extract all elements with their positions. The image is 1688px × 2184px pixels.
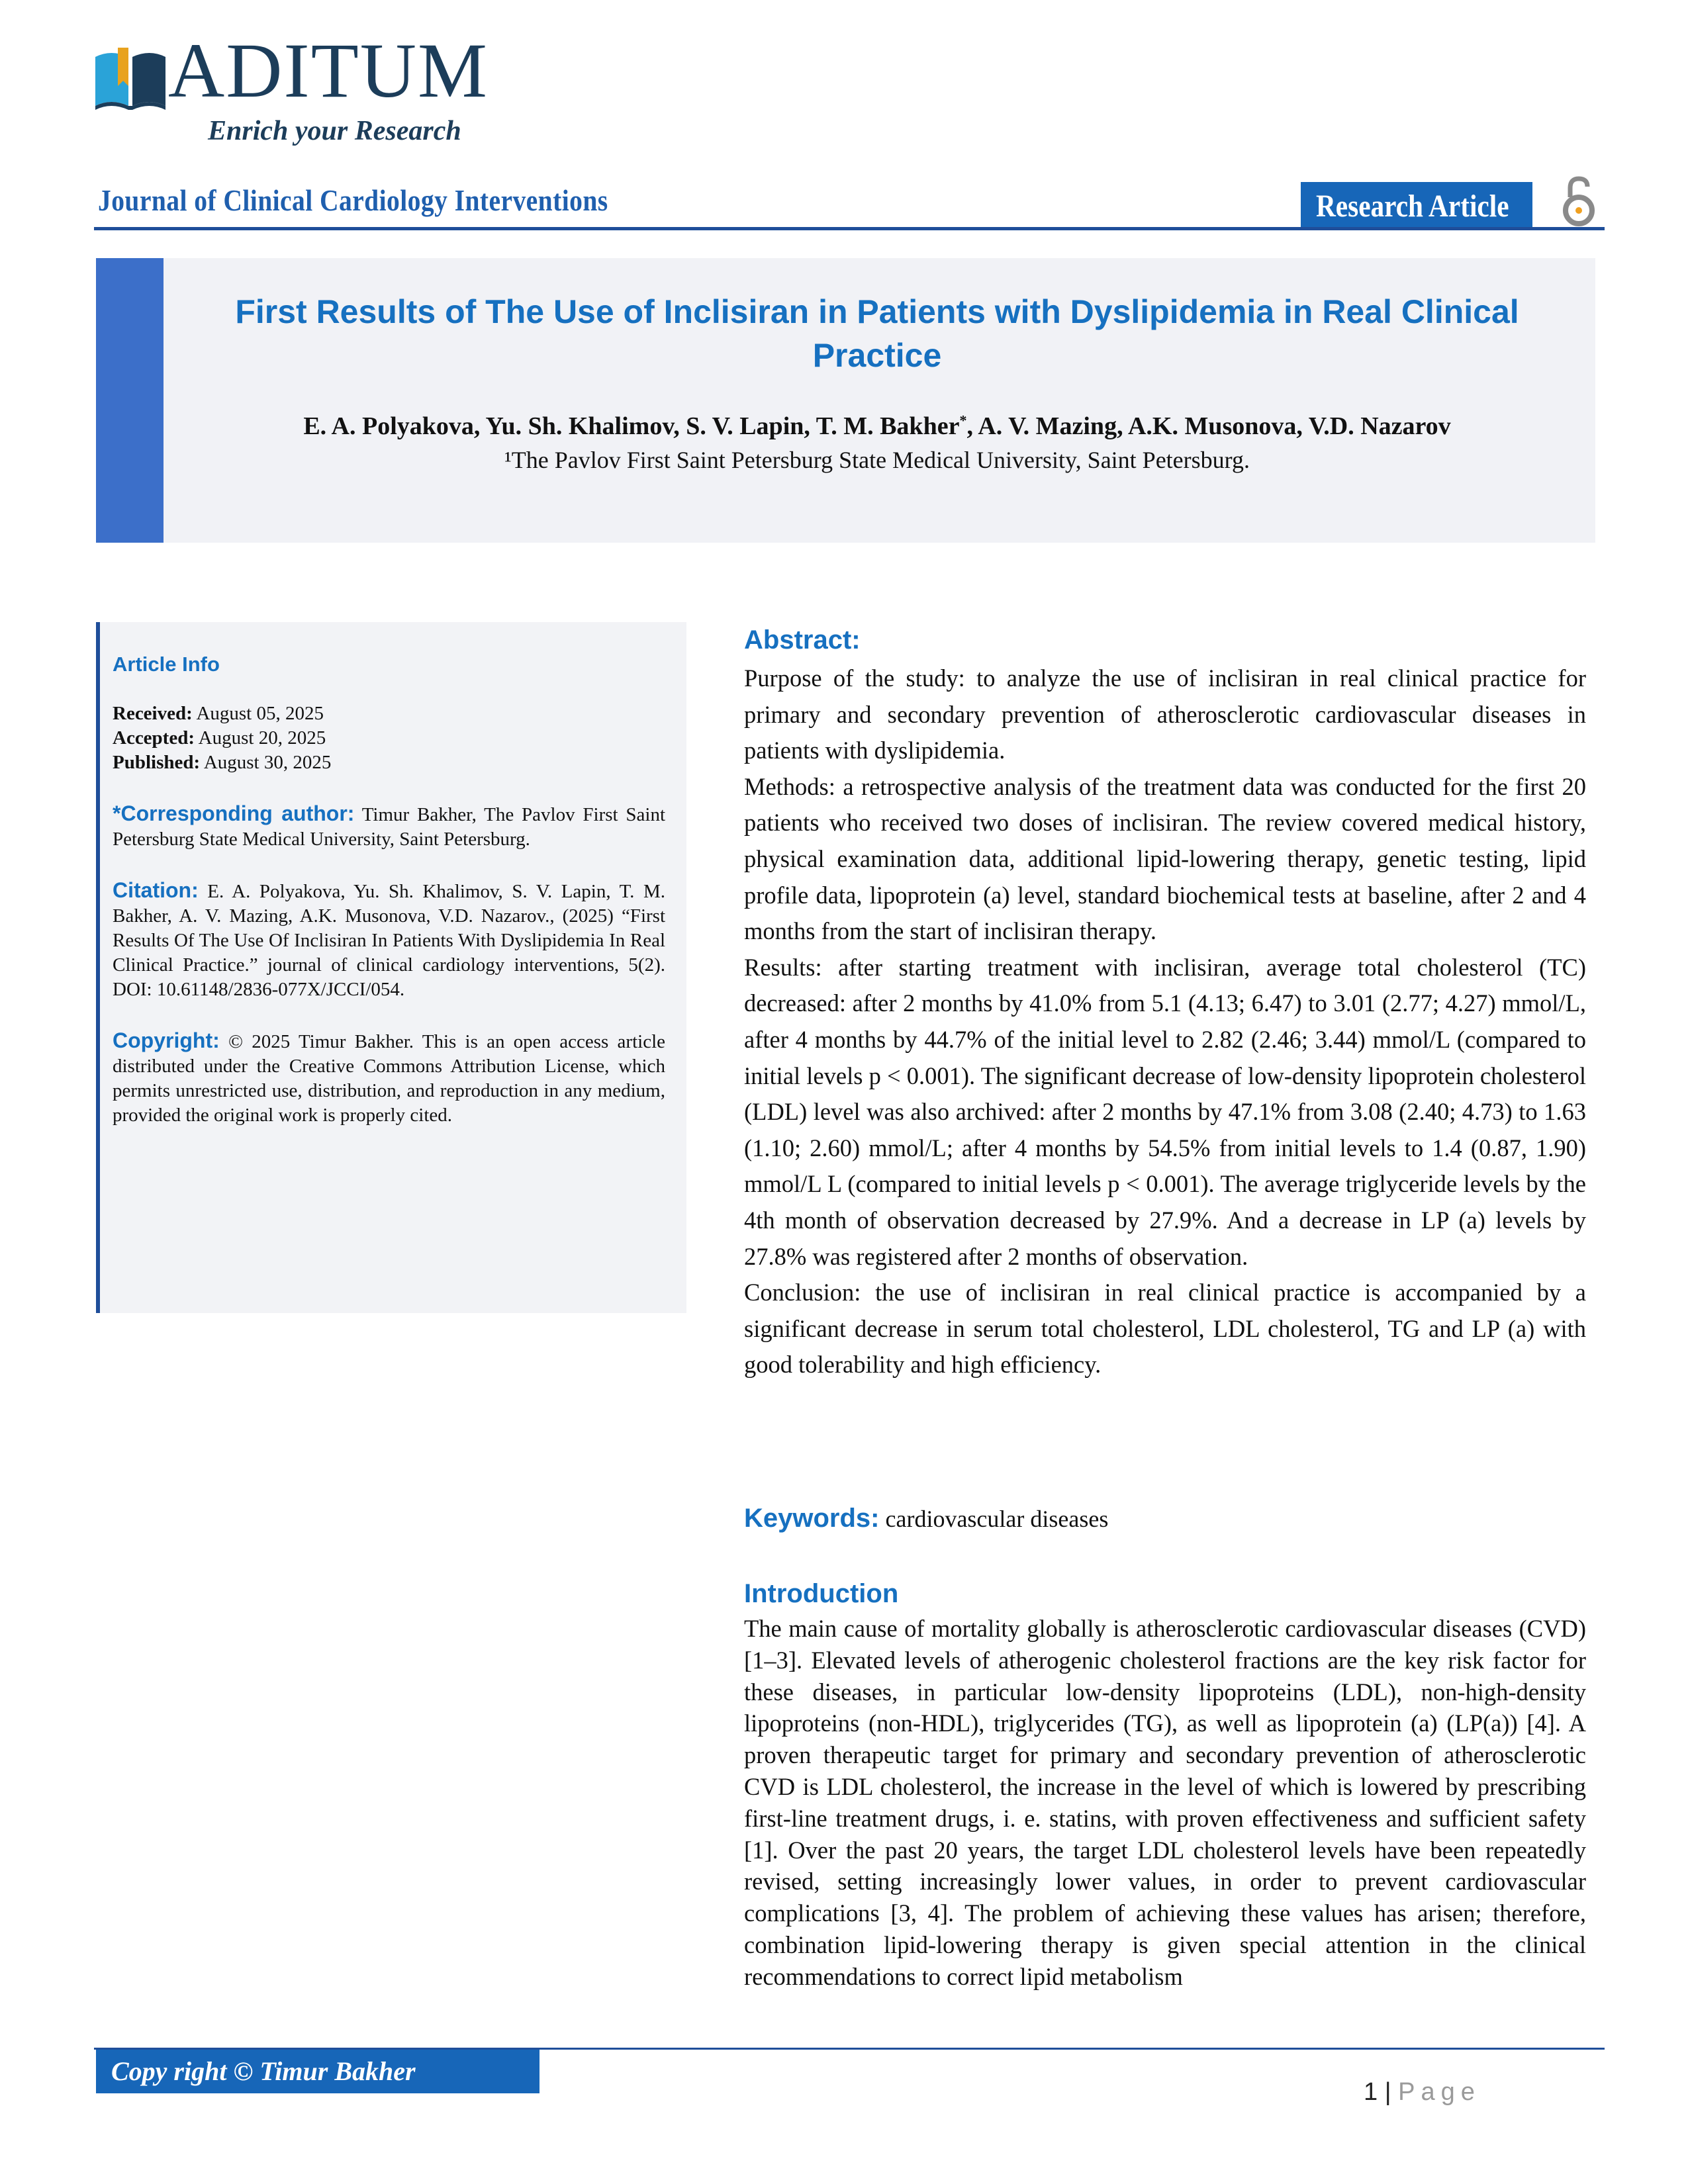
article-dates	[113, 702, 665, 775]
introduction-text: The main cause of mortality globally is atherosclerotic cardiovascular diseases (CVD) [1–3]. Elevated levels of atherogenic cholesterol fractions are the key risk factor for these diseases, in particular low-density lipoproteins (LDL), non-high-density lipoproteins (non-HDL), triglycerides (TG), as well as lipoprotein (a) (LP(a)) [4]. A proven therapeutic target for primary and secondary prevention of atherosclerotic CVD is LDL cholesterol, the increase in the level of which is lowered by prescribing first-line treatment drugs, i. e. statins, with proven effectiveness and sufficient safety [1]. Over the past 20 years, the target LDL cholesterol levels have been repeatedly revised, setting increasingly lower values, in order to prevent cardiovascular complications [3, 4]. The problem of achieving these values has arisen; therefore, combination lipid-lowering therapy is given special attention in the clinical recommendations to correct lipid metabolism	[744, 1615, 1586, 1990]
accepted-label: Accepted:	[113, 727, 195, 749]
open-book-icon	[91, 45, 169, 111]
footer-copyright: Copy right © Timur Bakher	[111, 2056, 416, 2086]
author-list	[199, 412, 1556, 441]
published-date	[113, 751, 665, 775]
affiliation: ¹The Pavlov First Saint Petersburg State Medical University, Saint Petersburg.	[504, 447, 1250, 473]
open-access-lock-icon	[1562, 175, 1595, 229]
article-info-content	[113, 652, 665, 1128]
header-divider	[94, 227, 1605, 230]
keywords	[744, 1504, 1108, 1533]
corresponding-mark: *	[959, 412, 967, 429]
keywords-value: cardiovascular diseases	[885, 1506, 1109, 1532]
abstract-results: Results: after starting treatment with inclisiran, average total cholesterol (TC) decreased: after 2 months by 41.0% from 5.1 (4.13; 6.47) to 3.01 (2.77; 4.27) mmol/L, after 4 months by 44.7% of the initial level to 2.82 (2.46; 3.44) mmol/L (compared to initial levels p < 0.001). The significant decrease of low-density lipoprotein cholesterol (LDL) level was also archived: after 2 months by 47.1% from 3.08 (2.40; 4.73) to 1.63 (1.10; 2.60) mmol/L; after 4 months by 54.5% from initial levels to 1.4 (0.87, 1.90) mmol/L L (compared to initial levels p < 0.001). The average triglyceride levels by the 4th month of observation decreased by 27.9%. And a decrease in LP (a) levels by 27.8% was registered after 2 months of observation.	[744, 953, 1586, 1270]
copyright-text: © 2025 Timur Bakher. This is an open access article distributed under the Creative Commons Attribution License, which permits unrestricted use, distribution, and reproduction in any medium, provided the original work is properly cited.	[113, 1031, 665, 1126]
copyright-notice	[113, 1028, 665, 1128]
keywords-label: Keywords:	[744, 1504, 880, 1533]
copyright-label: Copyright:	[113, 1028, 220, 1052]
journal-name: Journal of Clinical Cardiology Interventions	[98, 183, 608, 217]
page-number	[1364, 2078, 1481, 2107]
article-type-label: Research Article	[1316, 189, 1509, 224]
citation	[113, 878, 665, 1002]
published-label: Published:	[113, 752, 201, 773]
citation-label: Citation:	[113, 878, 199, 902]
authors-first: E. A. Polyakova, Yu. Sh. Khalimov, S. V. Lapin, T. M. Bakher	[303, 412, 960, 440]
publisher-tagline: Enrich your Research	[208, 116, 461, 146]
article-info-heading: Article Info	[113, 653, 220, 676]
accepted-value: August 20, 2025	[198, 727, 326, 749]
received-value: August 05, 2025	[196, 703, 324, 724]
article-title: First Results of The Use of Inclisiran in Patients with Dyslipidemia in Real Clinical Practice	[235, 293, 1519, 374]
corresponding-text: Timur Bakher, The Pavlov First Saint Petersburg State Medical University, Saint Petersburg.	[113, 804, 666, 850]
introduction-heading: Introduction	[744, 1579, 899, 1608]
publisher-logo	[91, 27, 502, 154]
abstract-conclusion: Conclusion: the use of inclisiran in real clinical practice is accompanied by a significant decrease in serum total cholesterol, LDL cholesterol, TG and LP (a) with good tolerability and high efficiency.	[744, 1279, 1586, 1379]
received-date	[113, 702, 665, 726]
received-label: Received:	[113, 703, 193, 724]
published-value: August 30, 2025	[203, 752, 332, 773]
abstract-heading: Abstract:	[744, 625, 861, 655]
title-panel-accent	[96, 258, 164, 543]
page-word: Page	[1398, 2078, 1481, 2106]
citation-text: E. A. Polyakova, Yu. Sh. Khalimov, S. V. Lapin, T. M. Bakher, A. V. Mazing, A.K. Musonova, V.D. Nazarov., (2025) “First Results Of The Use Of Inclisiran In Patients With Dyslipidemia In Real Clinical Practice.” journal of clinical cardiology interventions, 5(2). DOI: 10.61148/2836-077X/JCCI/054.	[113, 881, 665, 1000]
page-number-value: 1	[1364, 2078, 1378, 2106]
abstract-purpose: Purpose of the study: to analyze the use of inclisiran in real clinical practice for primary and secondary prevention of atherosclerotic cardiovascular diseases in patients with dyslipidemia.	[744, 664, 1586, 764]
article-info-accent	[96, 622, 100, 1313]
abstract-body	[744, 660, 1586, 1383]
abstract-methods: Methods: a retrospective analysis of the treatment data was conducted for the first 20 patients who received two doses of inclisiran. The review covered medical history, physical examination data, additional lipid-lowering therapy, genetic testing, lipid profile data, lipoprotein (a) level, standard biochemical tests at baseline, after 2 and 4 months from the start of inclisiran therapy.	[744, 772, 1586, 945]
authors-rest: , A. V. Mazing, A.K. Musonova, V.D. Nazarov	[966, 412, 1451, 440]
publisher-name: ADITUM	[168, 27, 489, 114]
corresponding-author	[113, 801, 665, 852]
page-number-separator: |	[1384, 2078, 1391, 2106]
accepted-date	[113, 726, 665, 751]
corresponding-label: *Corresponding author:	[113, 801, 355, 825]
